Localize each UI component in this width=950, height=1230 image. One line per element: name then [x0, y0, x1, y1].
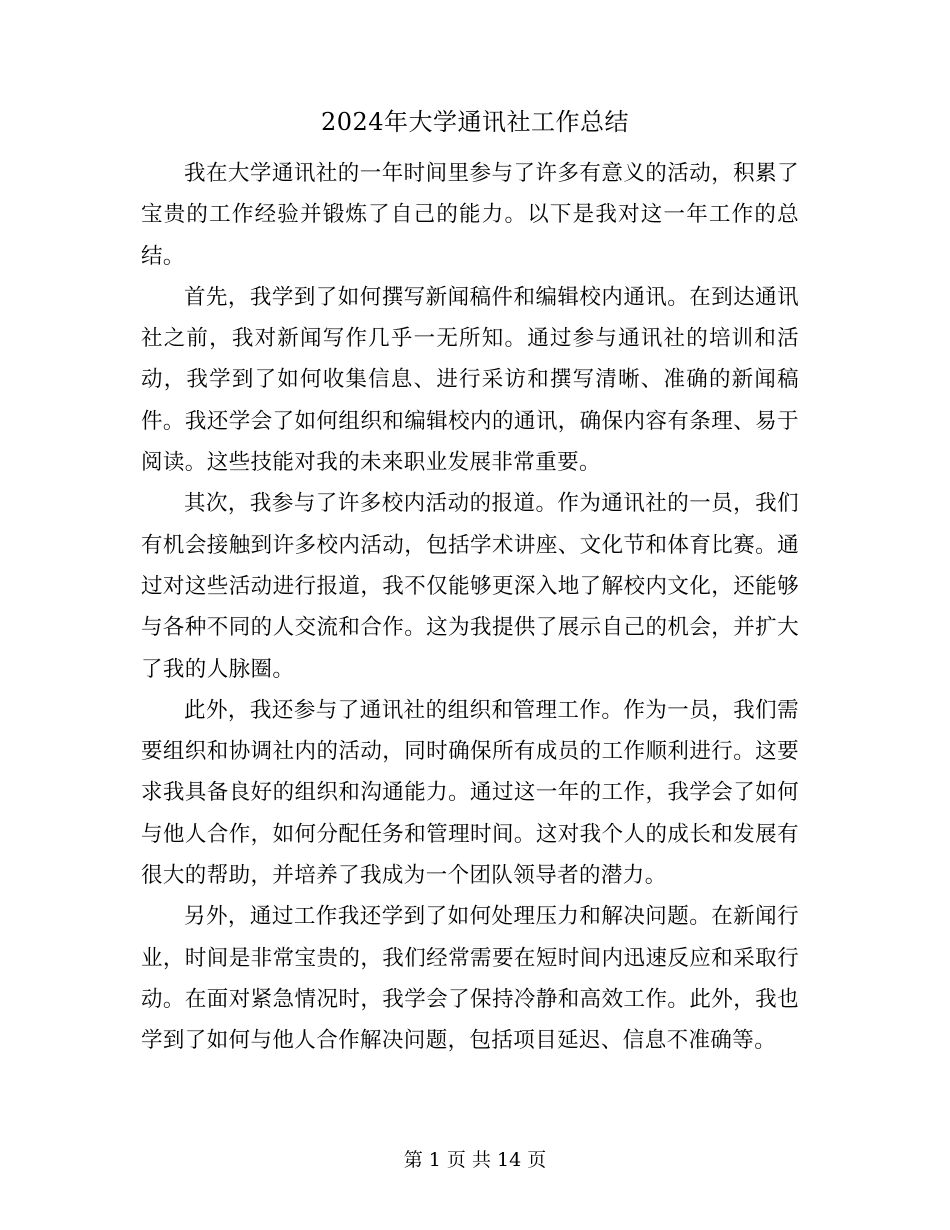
paragraph-news-writing: 首先，我学到了如何撰写新闻稿件和编辑校内通讯。在到达通讯社之前，我对新闻写作几乎一无所知。通过参与通讯社的培训和活动，我学到了如何收集信息、进行采访和撰写清晰、准确的新闻稿件。我还学会了如何组织和编辑校内的通讯，确保内容有条理、易于阅读。这些技能对我的未来职业发展非常重要。: [141, 284, 799, 476]
page-footer: [0, 1146, 950, 1174]
page-number-label: 第 1 页 共 14 页: [403, 1149, 547, 1171]
paragraph-pressure: 另外，通过工作我还学到了如何处理压力和解决问题。在新闻行业，时间是非常宝贵的，我们经常需要在短时间内迅速反应和采取行动。在面对紧急情况时，我学会了保持冷静和高效工作。此外，我也学到了如何与他人合作解决问题，包括项目延迟、信息不准确等。: [141, 904, 799, 1054]
document-title: 2024年大学通讯社工作总结: [320, 108, 630, 136]
document-body: [141, 153, 799, 1062]
paragraph-organization: 此外，我还参与了通讯社的组织和管理工作。作为一员，我们需要组织和协调社内的活动，同时确保所有成员的工作顺利进行。这要求我具备良好的组织和沟通能力。通过这一年的工作，我学会了如何与他人合作，如何分配任务和管理时间。这对我个人的成长和发展有很大的帮助，并培养了我成为一个团队领导者的潜力。: [141, 697, 799, 889]
paragraph-intro: 我在大学通讯社的一年时间里参与了许多有意义的活动，积累了宝贵的工作经验并锻炼了自己的能力。以下是我对这一年工作的总结。: [141, 161, 799, 269]
paragraph-campus-reporting: 其次，我参与了许多校内活动的报道。作为通讯社的一员，我们有机会接触到许多校内活动，包括学术讲座、文化节和体育比赛。通过对这些活动进行报道，我不仅能够更深入地了解校内文化，还能够与各种不同的人交流和合作。这为我提供了展示自己的机会，并扩大了我的人脉圈。: [141, 491, 799, 682]
